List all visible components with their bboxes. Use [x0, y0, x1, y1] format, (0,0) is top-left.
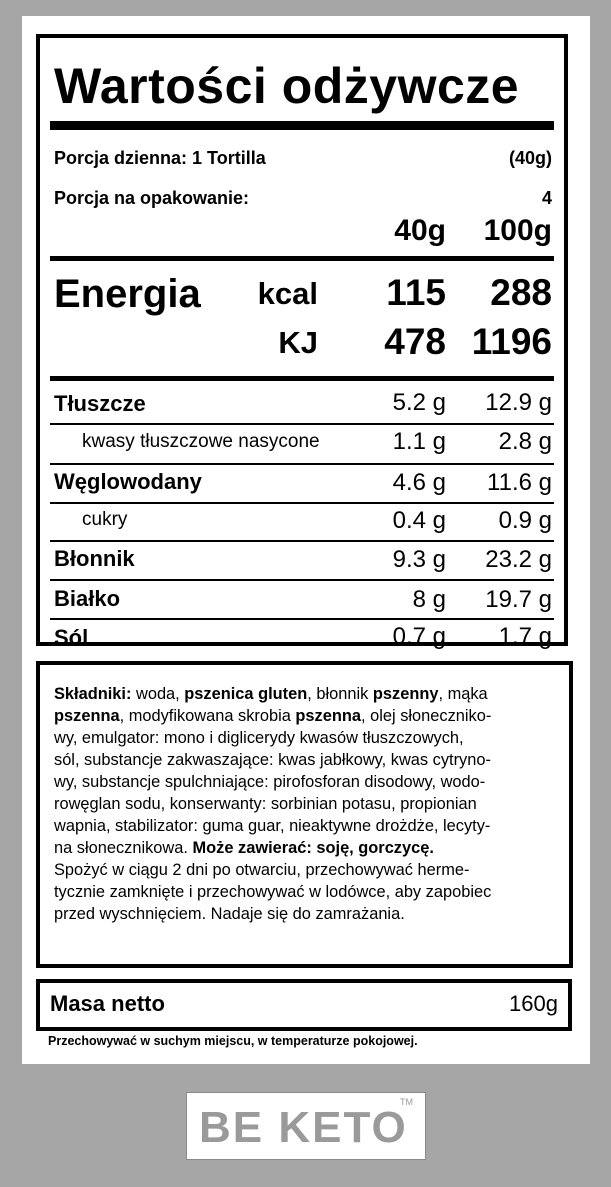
- ingredients-bold-segment: pszenna: [54, 707, 120, 725]
- nutrient-name-sugars: cukry: [82, 509, 128, 530]
- nutrient-value-100g: 2.8 g: [498, 428, 552, 455]
- nutrient-value-40g: 1.1 g: [392, 428, 446, 455]
- servings-per-pack-value: 4: [541, 188, 552, 208]
- nutrient-value-40g: 9.3 g: [392, 546, 446, 573]
- energy-kcal-40g: 115: [386, 272, 446, 313]
- label-panel: [22, 16, 590, 1064]
- net-mass-label: Masa netto: [50, 991, 165, 1016]
- nutrient-value-40g: 8 g: [412, 586, 446, 613]
- ingredients-box: [36, 661, 573, 968]
- divider: [50, 579, 554, 581]
- divider: [50, 121, 554, 130]
- nutrient-value-40g: 0.4 g: [392, 507, 446, 534]
- column-header-100g: 100g: [483, 214, 552, 247]
- nutrient-value-40g: 4.6 g: [392, 469, 446, 496]
- serving-daily-label: Porcja dzienna: 1 Tortilla: [54, 148, 266, 168]
- nutrient-name-saturated-fat: kwasy tłuszczowe nasycone: [82, 431, 320, 452]
- servings-per-pack-label: Porcja na opakowanie:: [54, 188, 250, 208]
- ingredients-text: [54, 683, 554, 925]
- nutrient-value-40g: 5.2 g: [392, 389, 446, 416]
- column-header-40g: 40g: [394, 214, 446, 247]
- energy-kj-unit: KJ: [278, 325, 318, 360]
- nutrient-value-100g: 1.7 g: [498, 623, 552, 650]
- nutrient-name-protein: Białko: [54, 586, 121, 611]
- nutrient-value-100g: 11.6 g: [487, 469, 552, 496]
- ingredients-segment: , modyfikowana skrobia: [119, 707, 296, 725]
- nutrient-value-40g: 0.7 g: [392, 623, 446, 650]
- net-mass-box: [36, 979, 572, 1031]
- brand-logo: [186, 1092, 426, 1160]
- divider: [50, 540, 554, 542]
- nutrient-name-fat: Tłuszcze: [54, 391, 146, 416]
- ingredients-segment: , mąka: [438, 685, 488, 703]
- ingredients-bold-segment: pszenna: [295, 707, 362, 725]
- divider: [50, 256, 554, 261]
- serving-daily-value: (40g): [508, 148, 552, 168]
- nutrient-value-100g: 19.7 g: [485, 586, 552, 613]
- energy-kcal-unit: kcal: [257, 276, 318, 311]
- nutrient-name-fibre: Błonnik: [54, 546, 135, 571]
- divider: [50, 463, 554, 465]
- ingredients-bold-segment: Może zawierać: soję, gorczycę.: [192, 839, 434, 857]
- energy-kj-100g: 1196: [471, 321, 552, 362]
- energy-kcal-100g: 288: [490, 272, 552, 313]
- ingredients-bold-segment: pszenny: [372, 685, 439, 703]
- nutrition-table: [36, 34, 568, 650]
- nutrient-value-100g: 0.9 g: [498, 507, 552, 534]
- trademark-mark: TM: [400, 1097, 413, 1107]
- nutrient-value-100g: 12.9 g: [485, 389, 552, 416]
- energy-label: Energia: [54, 272, 201, 316]
- energy-kj-40g: 478: [384, 321, 446, 362]
- nutrient-name-carbohydrates: Węglowodany: [54, 469, 202, 494]
- ingredients-segment: Spożyć w ciągu 2 dni po otwarciu, przechowywać herme- tycznie zamknięte i przechowywać w lodówce, aby zapobiec przed wyschnięciem. Nadaje się do zamrażania.: [54, 861, 492, 923]
- ingredients-segment: , błonnik: [307, 685, 373, 703]
- ingredients-segment: , olej słoneczniko- wy, emulgator: mono i diglicerydy kwasów tłuszczowych, sól, substancje zakwaszające: kwas jabłkowy, kwas cytryno- wy, substancje spulchniające: pirofosforan disodowy, wodo- rowęglan sodu, konserwanty: sorbinian potasu, propionian wapnia, stabilizator: guma guar, nieaktywne drożdże, lecyty- na słonecznikowa.: [54, 707, 492, 857]
- net-mass-value: 160g: [509, 991, 558, 1016]
- nutrient-name-salt: Sól: [54, 625, 89, 650]
- brand-logo-text: BE KETO: [199, 1103, 408, 1152]
- divider: [50, 502, 554, 504]
- nutrient-value-100g: 23.2 g: [485, 546, 552, 573]
- ingredients-bold-segment: Składniki:: [54, 685, 132, 703]
- storage-note: Przechowywać w suchym miejscu, w temperaturze pokojowej.: [48, 1034, 418, 1048]
- ingredients-bold-segment: pszenica gluten: [184, 685, 308, 703]
- ingredients-segment: woda,: [131, 685, 185, 703]
- nutrition-title: Wartości odżywcze: [54, 58, 520, 114]
- divider: [50, 618, 554, 620]
- divider: [50, 376, 554, 381]
- divider: [50, 423, 554, 425]
